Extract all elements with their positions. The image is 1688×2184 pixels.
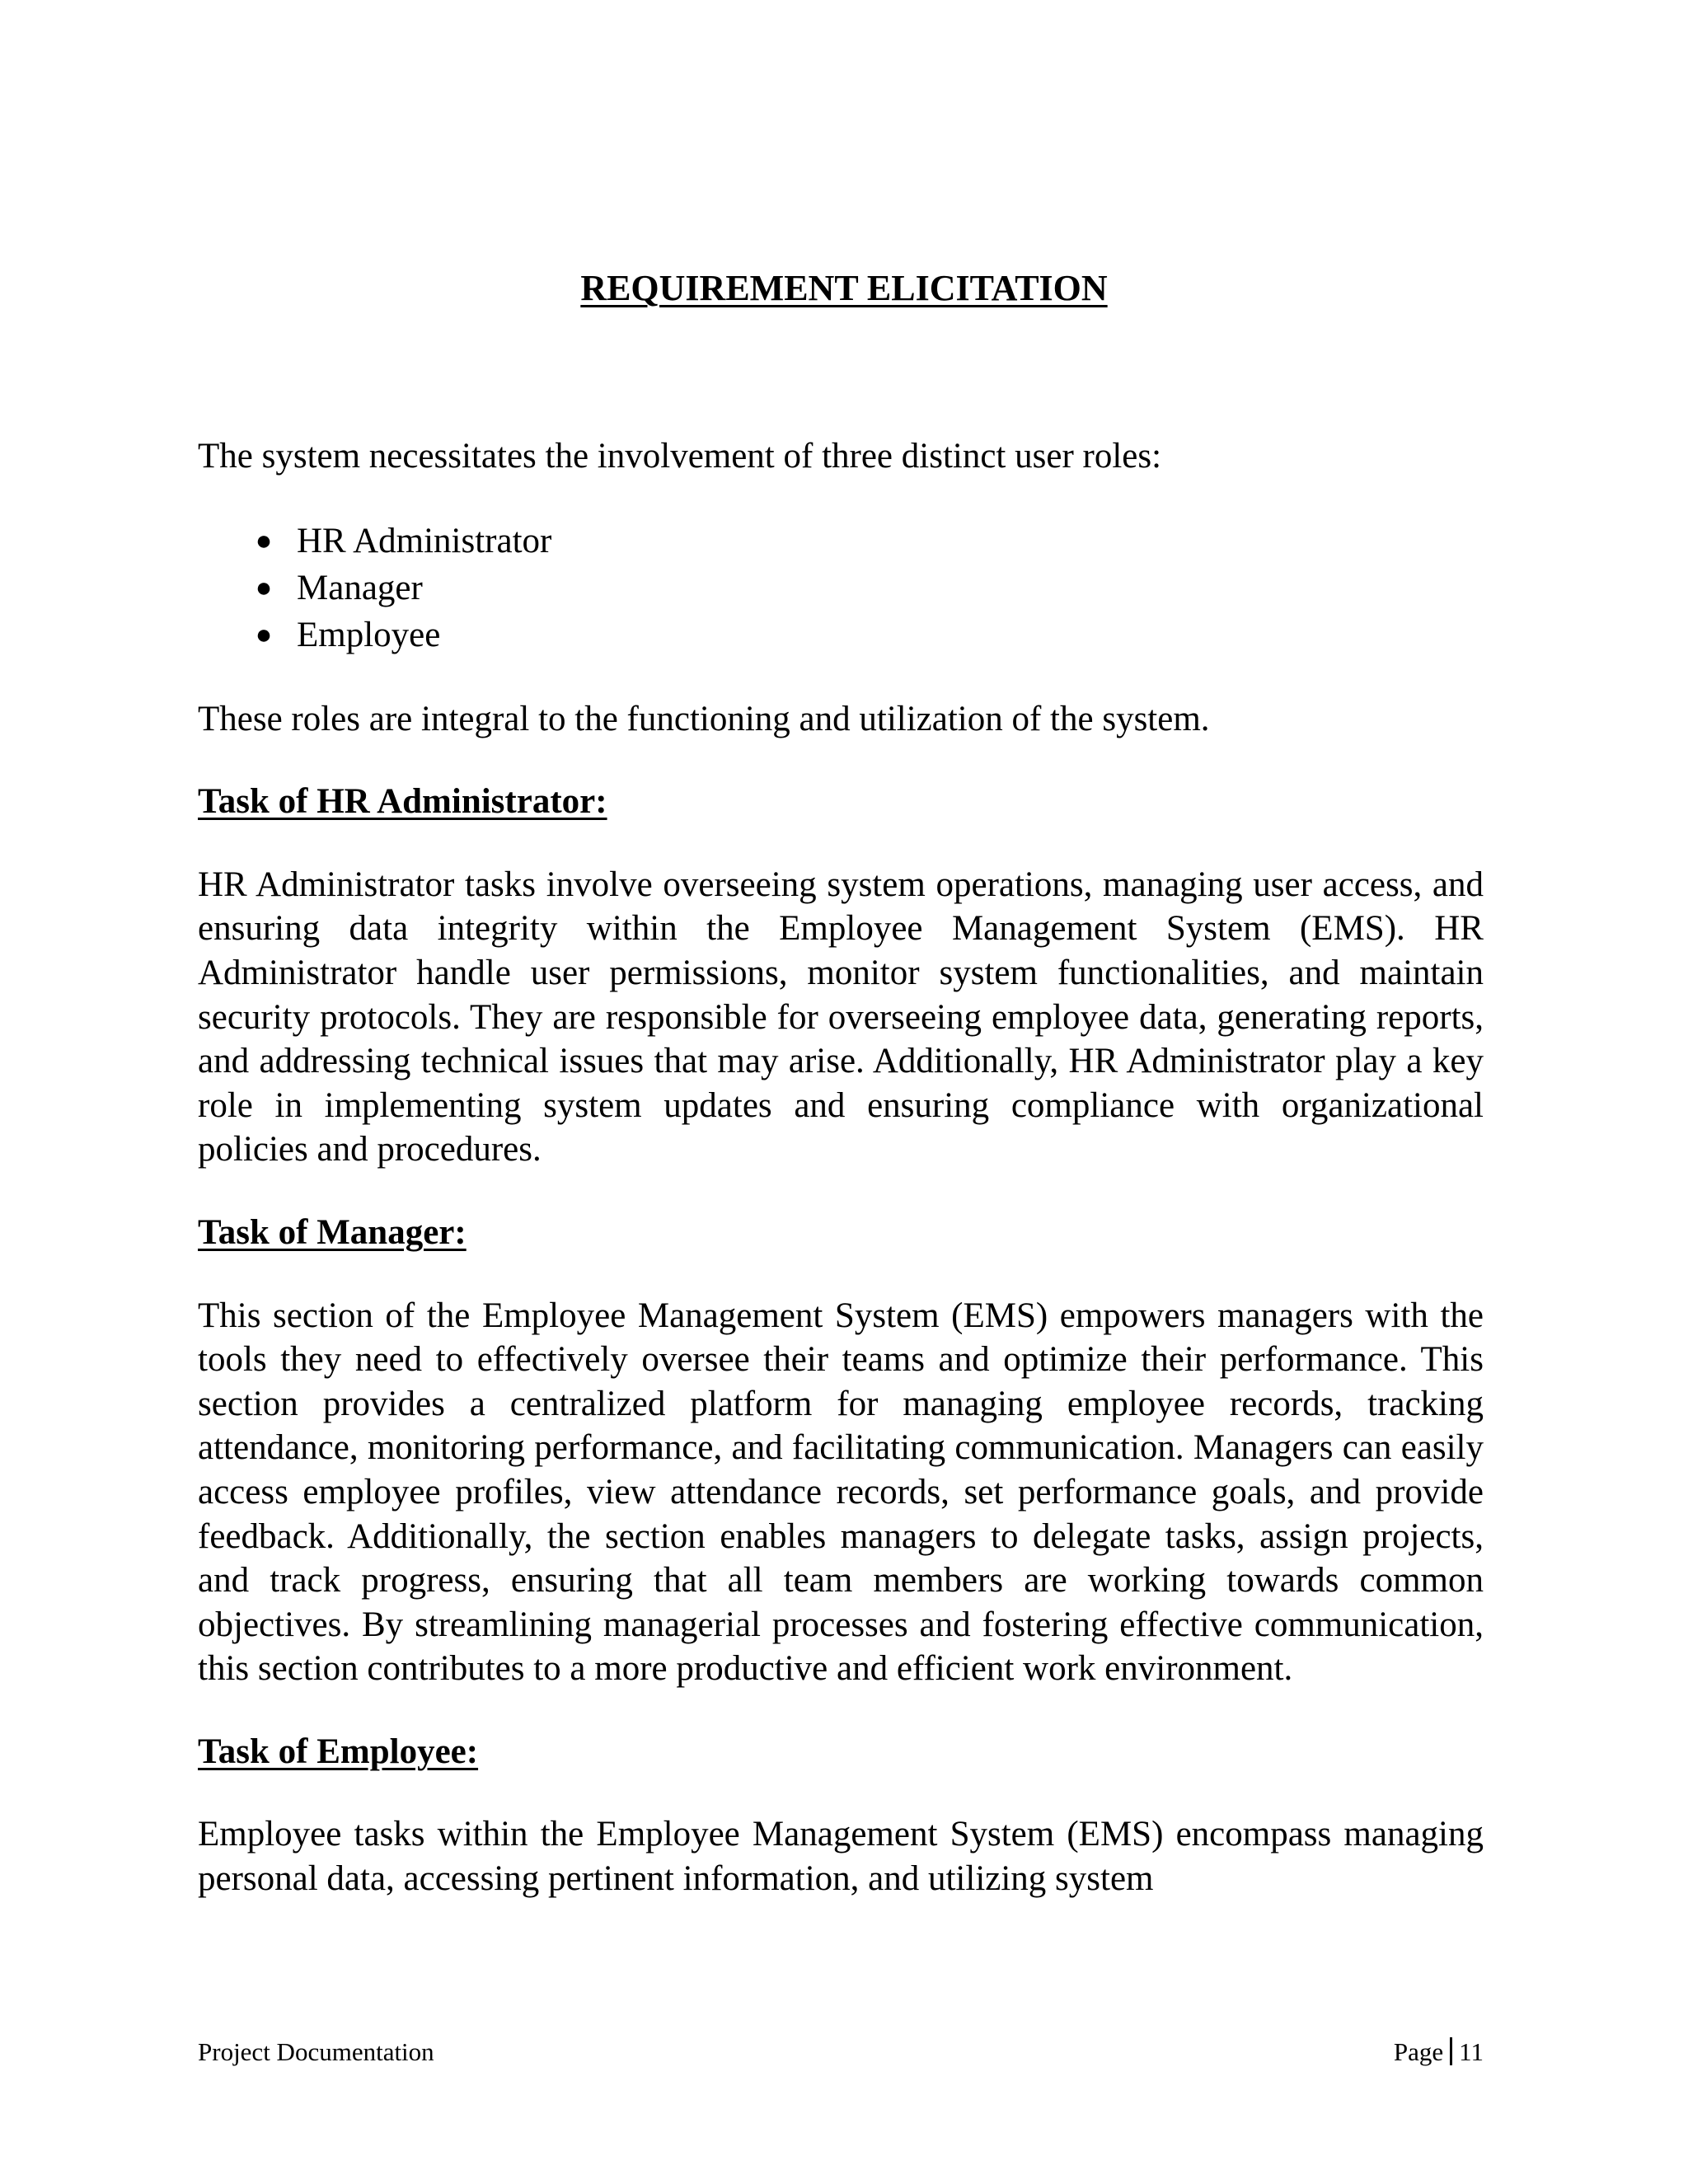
roles-summary: These roles are integral to the functioning and utilization of the system. <box>198 699 1210 738</box>
page-title: REQUIREMENT ELICITATION <box>580 268 1108 308</box>
bullet-icon: ● <box>255 525 273 556</box>
intro-paragraph: The system necessitates the involvement of three distinct user roles: <box>198 437 1162 476</box>
page-label: Page <box>1393 2037 1444 2066</box>
page-number: 11 <box>1459 2037 1484 2066</box>
bullet-icon: ● <box>255 572 273 603</box>
list-item <box>198 518 1484 565</box>
section-body-hr-administrator: HR Administrator tasks involve overseeing system operations, managing user access, and ensuring data integrity within the Employee Management System (EMS). HR Administrator handle user permissions, monitor system functionalities, and maintain security protocols. They are responsible for overseeing employee data, generating reports, and addressing technical issues that may arise. Additionally, HR Administrator play a key role in implementing system updates and ensuring compliance with organizational policies and procedures. <box>198 865 1484 1169</box>
role-label: HR Administrator <box>297 521 552 560</box>
bullet-icon: ● <box>255 619 273 650</box>
role-label: Manager <box>297 568 423 607</box>
list-item <box>198 565 1484 612</box>
section-heading-hr-administrator: Task of HR Administrator: <box>198 782 607 822</box>
list-item <box>198 612 1484 658</box>
footer-page-number <box>1394 2036 1484 2069</box>
footer-document-name: Project Documentation <box>198 2037 434 2066</box>
page-separator <box>1450 2037 1452 2065</box>
section-body-employee: Employee tasks within the Employee Management System (EMS) encompass managing personal data, accessing pertinent information, and utilizing system <box>198 1815 1484 1899</box>
document-body <box>198 434 1484 1901</box>
section-body-manager: This section of the Employee Management System (EMS) empowers managers with the tools they need to effectively oversee their teams and optimize their performance. This section provides a centralized platform for managing employee records, tracking attendance, monitoring performance, and facilitating communication. Managers can easily access employee profiles, view attendance records, set performance goals, and provide feedback. Additionally, the section enables managers to delegate tasks, assign projects, and track progress, ensuring that all team members are working towards common objectives. By streamlining managerial processes and fostering effective communication, this section contributes to a more productive and efficient work environment. <box>198 1296 1484 1689</box>
role-label: Employee <box>297 615 441 654</box>
section-heading-employee: Task of Employee: <box>198 1732 479 1771</box>
roles-list <box>198 518 1484 658</box>
section-heading-manager: Task of Manager: <box>198 1212 467 1252</box>
